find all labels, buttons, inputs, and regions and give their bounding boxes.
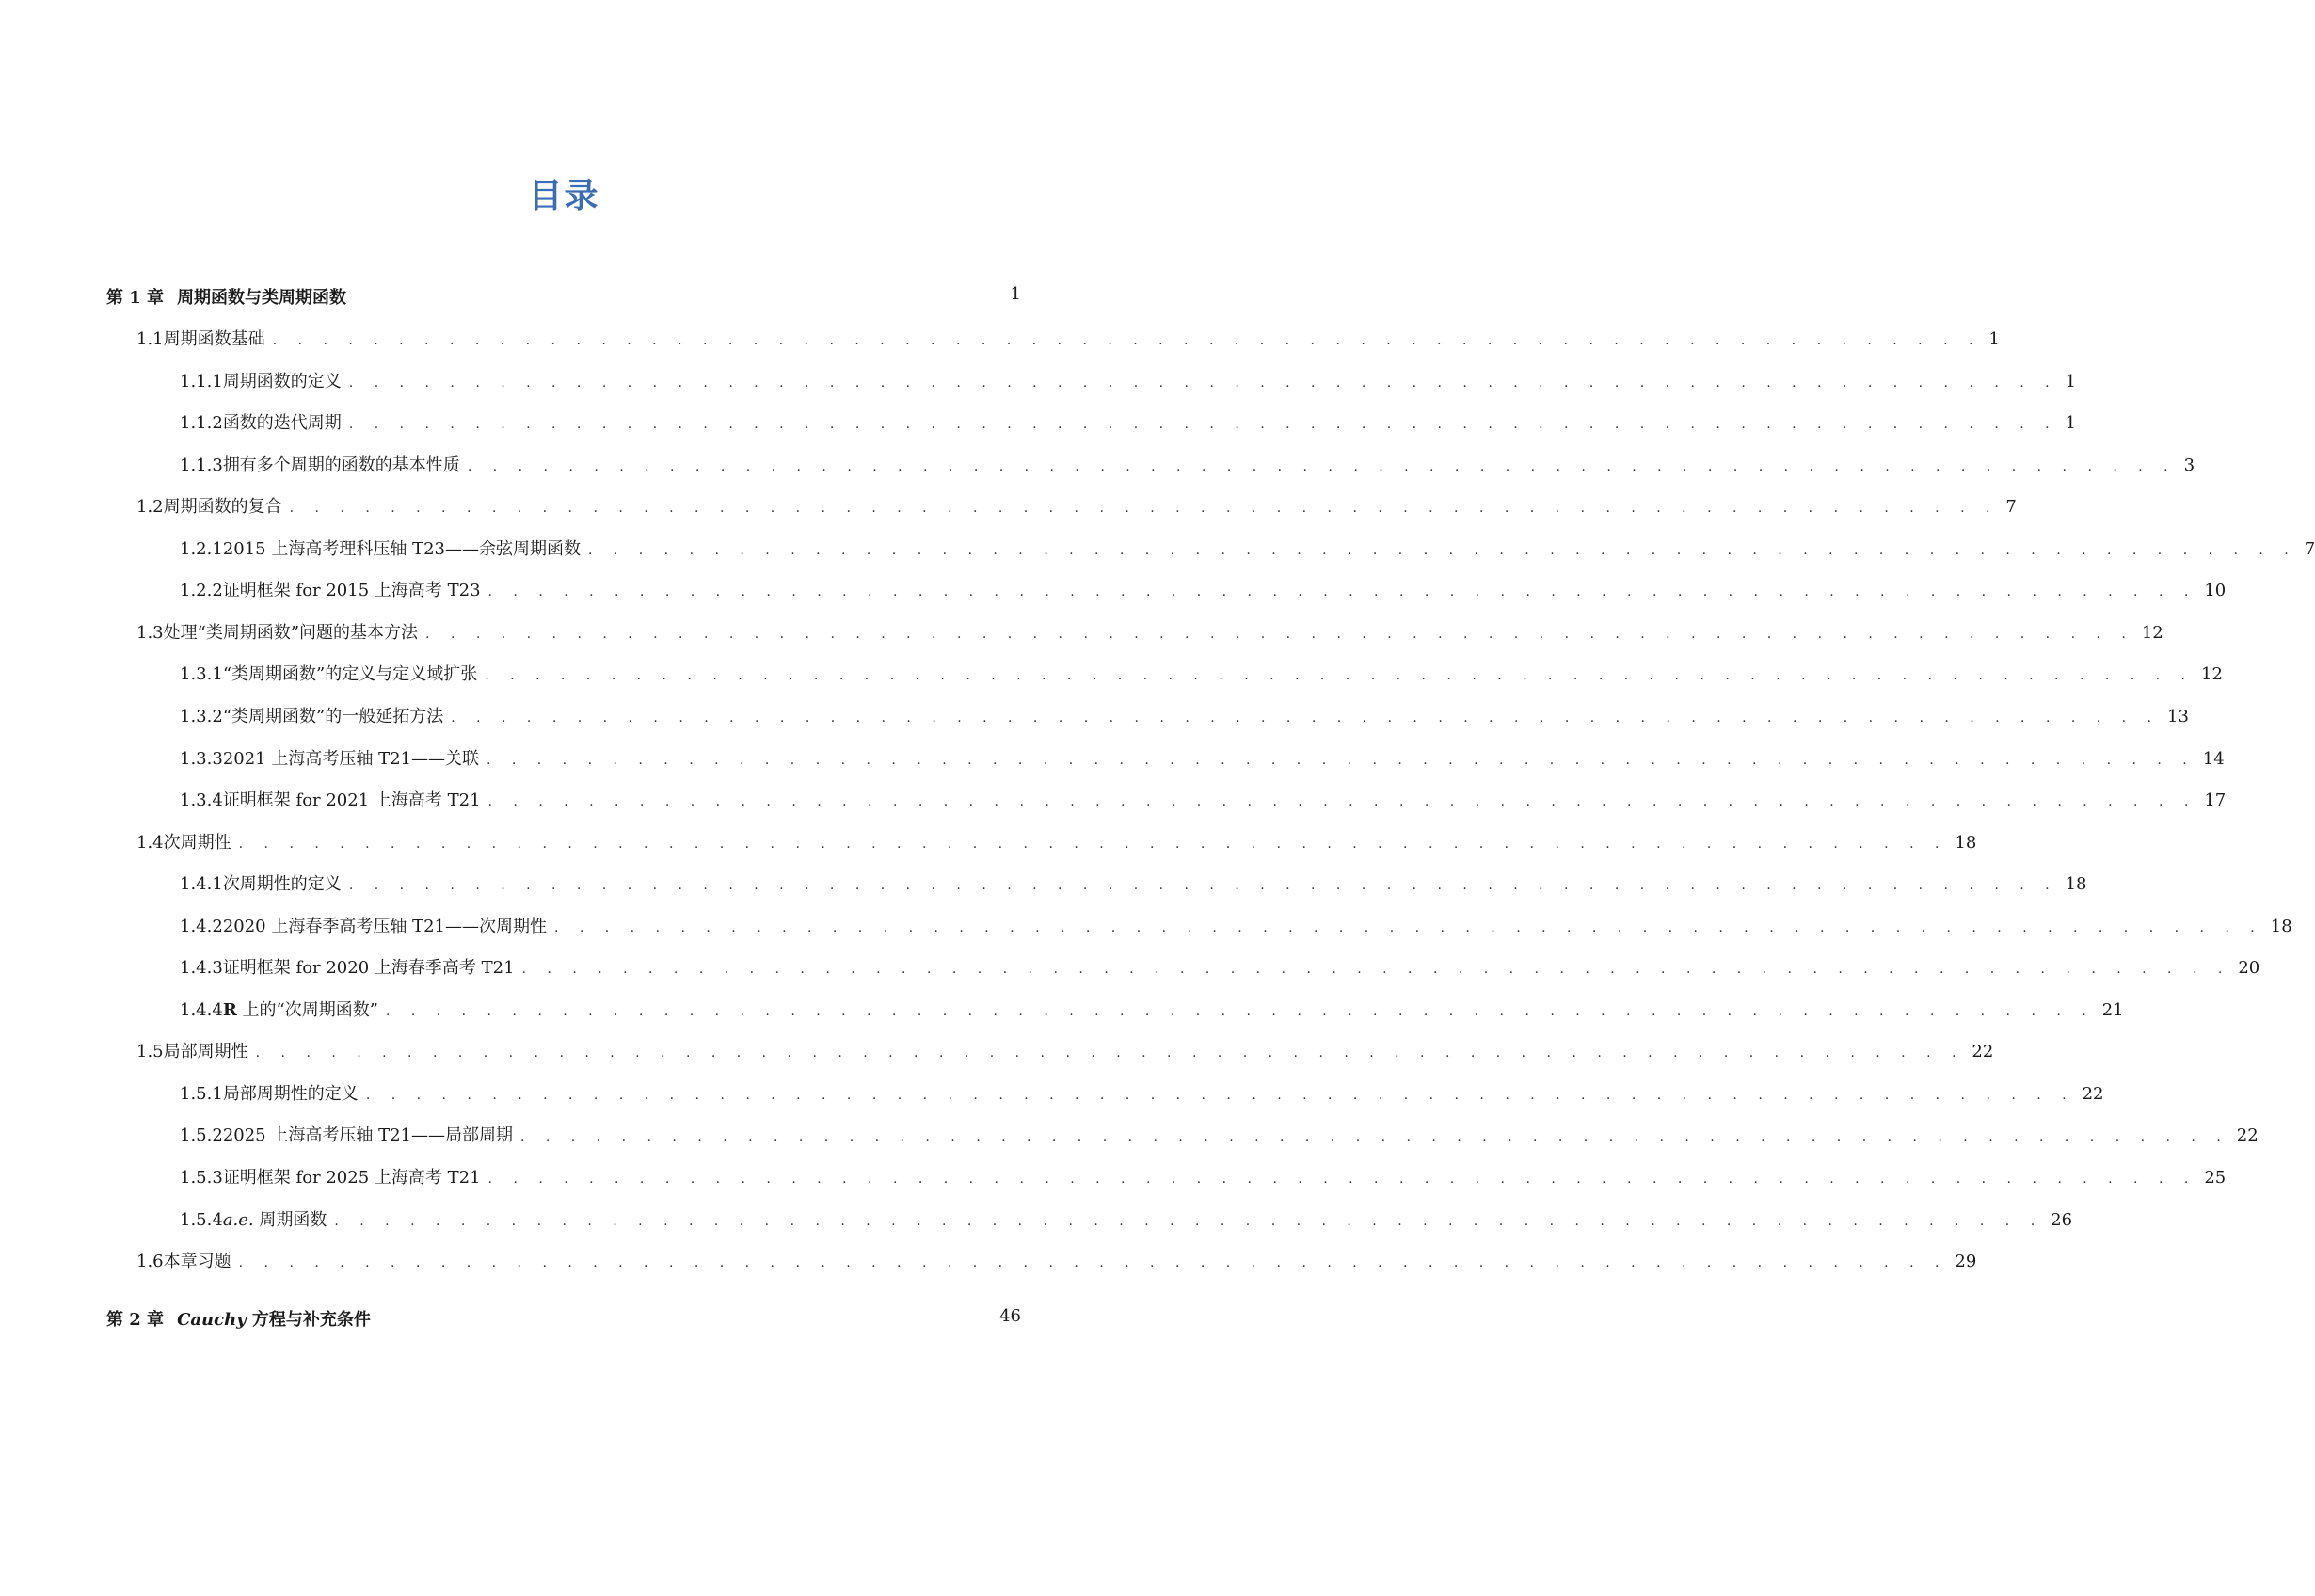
entry-page: 7 bbox=[2304, 539, 2315, 559]
entry-number: 1.5.2 bbox=[180, 1125, 223, 1145]
entry-page: 21 bbox=[2101, 1000, 2124, 1020]
entry-title-bold: R bbox=[222, 1000, 237, 1020]
dot-leader: . . . . . . . . . . . . . . . . . . . . . . . . . . . . . . . . . . . . . . . . . . . . . . . . . . . . . . . . . . . . . . . . . . . . bbox=[334, 1214, 2044, 1229]
dot-leader: . . . . . . . . . . . . . . . . . . . . . . . . . . . . . . . . . . . . . . . . . . . . . . . . . . . . . . . . . . . . . . . . . . . . bbox=[587, 543, 2297, 558]
entry-number: 1.5 bbox=[136, 1042, 164, 1061]
entry-page: 26 bbox=[2051, 1210, 2073, 1230]
chapter-title-italic: Cauchy bbox=[177, 1310, 247, 1330]
toc-subsection-entry[interactable] bbox=[180, 409, 2077, 434]
entry-number: 1.2 bbox=[136, 497, 164, 517]
entry-number: 1.1.2 bbox=[180, 413, 223, 433]
entry-page: 18 bbox=[2065, 874, 2087, 894]
entry-title-text: 2015 上海高考理科压轴 T23——余弦周期函数 bbox=[222, 539, 581, 559]
entry-title-text: 周期函数的定义 bbox=[222, 372, 342, 391]
entry-page: 18 bbox=[1955, 833, 1977, 853]
entry-page: 20 bbox=[2238, 958, 2260, 978]
entry-number: 1.4.2 bbox=[180, 917, 223, 936]
entry-title-text: 处理“类周期函数”问题的基本方法 bbox=[163, 623, 419, 643]
dot-leader: . . . . . . . . . . . . . . . . . . . . . . . . . . . . . . . . . . . . . . . . . . . . . . . . . . . . . . . . . . . . . . . . . . . . bbox=[486, 753, 2195, 768]
toc-subsection-entry[interactable] bbox=[180, 1080, 2104, 1105]
toc-subsection-entry[interactable] bbox=[180, 661, 2223, 685]
entry-title bbox=[223, 870, 342, 895]
entry-title-text: 证明框架 for 2025 上海高考 T21 bbox=[222, 1168, 481, 1188]
toc-section-entry[interactable] bbox=[136, 1248, 1977, 1272]
entry-title bbox=[223, 1164, 481, 1189]
entry-title bbox=[223, 954, 515, 979]
entry-title bbox=[223, 1122, 513, 1146]
entry-title bbox=[164, 619, 418, 644]
chapter-title bbox=[177, 1310, 371, 1330]
dot-leader: . . . . . . . . . . . . . . . . . . . . . . . . . . . . . . . . . . . . . . . . . . . . . . . . . . . . . . . . . . . . . . . . . . . . bbox=[348, 878, 2058, 893]
entry-title-text: “类周期函数”的一般延拓方法 bbox=[222, 707, 444, 726]
entry-title-text: 函数的迭代周期 bbox=[222, 413, 342, 433]
toc-subsection-entry[interactable] bbox=[180, 745, 2225, 770]
toc-subsection-entry[interactable] bbox=[180, 1122, 2259, 1146]
entry-title-text: 次周期性 bbox=[163, 833, 232, 853]
entry-title-text: 上的“次周期函数” bbox=[236, 1000, 378, 1020]
entry-page: 25 bbox=[2204, 1168, 2227, 1188]
dot-leader: . . . . . . . . . . . . . . . . . . . . . . . . . . . . . . . . . . . . . . . . . . . . . . . . . . . . . . . . . . . . . . . . . . . . bbox=[365, 1088, 2075, 1103]
entry-title-text: 2025 上海高考压轴 T21——局部周期 bbox=[222, 1125, 513, 1145]
chapter-number: 第 1 章 bbox=[106, 288, 165, 308]
dot-leader: . . . . . . . . . . . . . . . . . . . . . . . . . . . . . . . . . . . . . . . . . . . . . . . . . . . . . . . . . . . . . . . . . . . . bbox=[487, 584, 2197, 599]
toc-subsection-entry[interactable] bbox=[180, 703, 2189, 727]
dot-leader: . . . . . . . . . . . . . . . . . . . . . . . . . . . . . . . . . . . . . . . . . . . . . . . . . . . . . . . . . . . . . . . . . . . . bbox=[348, 375, 2058, 391]
dot-leader: . . . . . . . . . . . . . . . . . . . . . . . . . . . . . . . . . . . . . . . . . . . . . . . . . . . . . . . . . . . . . . . . . . . . bbox=[487, 1172, 2197, 1187]
entry-number: 1.1.1 bbox=[180, 372, 223, 391]
entry-title bbox=[164, 1038, 248, 1062]
entry-number: 1.4.3 bbox=[180, 958, 223, 978]
entry-title-italic: a.e. bbox=[222, 1210, 254, 1230]
entry-number: 1.3.2 bbox=[180, 707, 223, 726]
chapter-number: 第 2 章 bbox=[106, 1310, 165, 1330]
entry-number: 1.6 bbox=[136, 1252, 164, 1271]
entry-title bbox=[223, 913, 547, 937]
entry-title-text: “类周期函数”的定义与定义域扩张 bbox=[222, 664, 478, 684]
dot-leader: . . . . . . . . . . . . . . . . . . . . . . . . . . . . . . . . . . . . . . . . . . . . . . . . . . . . . . . . . . . . . . . . . . . . bbox=[385, 1004, 2095, 1019]
toc-subsection-entry[interactable] bbox=[180, 1206, 2073, 1231]
dot-leader: . . . . . . . . . . . . . . . . . . . . . . . . . . . . . . . . . . . . . . . . . . . . . . . . . . . . . . . . . . . . . . . . . . . . bbox=[519, 1129, 2229, 1144]
entry-title-text: 本章习题 bbox=[163, 1252, 232, 1271]
dot-leader: . . . . . . . . . . . . . . . . . . . . . . . . . . . . . . . . . . . . . . . . . . . . . . . . . . . . . . . . . . . . . . . . . . . . bbox=[255, 1045, 1965, 1061]
entry-title bbox=[223, 661, 477, 685]
entry-page: 7 bbox=[2005, 497, 2017, 517]
toc-subsection-entry[interactable] bbox=[180, 1164, 2227, 1189]
entry-title-text: 局部周期性的定义 bbox=[222, 1084, 359, 1104]
entry-number: 1.2.1 bbox=[180, 539, 223, 559]
entry-title bbox=[223, 1080, 359, 1105]
entry-title bbox=[223, 577, 481, 601]
dot-leader: . . . . . . . . . . . . . . . . . . . . . . . . . . . . . . . . . . . . . . . . . . . . . . . . . . . . . . . . . . . . . . . . . . . . bbox=[348, 417, 2058, 432]
entry-page: 1 bbox=[2065, 413, 2077, 433]
toc-section-entry[interactable] bbox=[136, 493, 2017, 518]
dot-leader: . . . . . . . . . . . . . . . . . . . . . . . . . . . . . . . . . . . . . . . . . . . . . . . . . . . . . . . . . . . . . . . . . . . . bbox=[451, 710, 2160, 726]
entry-title-text: 周期函数 bbox=[253, 1210, 327, 1230]
entry-number: 1.5.4 bbox=[180, 1210, 223, 1230]
toc-section-entry[interactable] bbox=[136, 326, 2000, 350]
entry-page: 12 bbox=[2141, 623, 2163, 643]
entry-page: 22 bbox=[1972, 1042, 1994, 1061]
toc-chapter-2[interactable] bbox=[106, 1306, 1021, 1331]
entry-title-text: 证明框架 for 2015 上海高考 T23 bbox=[222, 581, 481, 600]
entry-number: 1.2.2 bbox=[180, 581, 223, 600]
entry-number: 1.3 bbox=[136, 623, 164, 643]
entry-title bbox=[164, 493, 282, 518]
entry-page: 22 bbox=[2082, 1084, 2104, 1104]
dot-leader: . . . . . . . . . . . . . . . . . . . . . . . . . . . . . . . . . . . . . . . . . . . . . . . . . . . . . . . . . . . . . . . . . . . . bbox=[425, 627, 2134, 642]
entry-page: 17 bbox=[2204, 790, 2227, 810]
dot-leader: . . . . . . . . . . . . . . . . . . . . . . . . . . . . . . . . . . . . . . . . . . . . . . . . . . . . . . . . . . . . . . . . . . . . bbox=[272, 333, 1982, 348]
toc-subsection-entry[interactable] bbox=[180, 577, 2227, 601]
dot-leader: . . . . . . . . . . . . . . . . . . . . . . . . . . . . . . . . . . . . . . . . . . . . . . . . . . . . . . . . . . . . . . . . . . . . bbox=[238, 1255, 1948, 1270]
entry-number: 1.3.1 bbox=[180, 664, 223, 684]
entry-title bbox=[164, 1248, 232, 1272]
entry-title bbox=[223, 997, 378, 1021]
entry-number: 1.4 bbox=[136, 833, 164, 853]
toc-subsection-entry[interactable] bbox=[180, 913, 2292, 937]
entry-title bbox=[164, 326, 265, 350]
entry-page: 10 bbox=[2204, 581, 2227, 600]
dot-leader: . . . . . . . . . . . . . . . . . . . . . . . . . . . . . . . . . . . . . . . . . . . . . . . . . . . . . . . . . . . . . . . . . . . . bbox=[289, 501, 1999, 516]
entry-page: 1 bbox=[2065, 372, 2077, 391]
toc-subsection-entry[interactable] bbox=[180, 368, 2077, 392]
toc-chapter-1[interactable] bbox=[106, 284, 1021, 309]
dot-leader: . . . . . . . . . . . . . . . . . . . . . . . . . . . . . . . . . . . . . . . . . . . . . . . . . . . . . . . . . . . . . . . . . . . . bbox=[553, 920, 2263, 935]
dot-leader: . . . . . . . . . . . . . . . . . . . . . . . . . . . . . . . . . . . . . . . . . . . . . . . . . . . . . . . . . . . . . . . . . . . . bbox=[467, 459, 2177, 474]
entry-title-text: 周期函数的复合 bbox=[163, 497, 282, 517]
dot-leader: . . . . . . . . . . . . . . . . . . . . . . . . . . . . . . . . . . . . . . . . . . . . . . . . . . . . . . . . . . . . . . . . . . . . bbox=[521, 962, 2231, 977]
entry-title bbox=[223, 787, 481, 811]
dot-leader: . . . . . . . . . . . . . . . . . . . . . . . . . . . . . . . . . . . . . . . . . . . . . . . . . . . . . . . . . . . . . . . . . . . . bbox=[487, 794, 2197, 809]
entry-page: 22 bbox=[2236, 1125, 2259, 1145]
entry-number: 1.1 bbox=[136, 329, 164, 349]
dot-leader: . . . . . . . . . . . . . . . . . . . . . . . . . . . . . . . . . . . . . . . . . . . . . . . . . . . . . . . . . . . . . . . . . . . . bbox=[238, 837, 1948, 852]
toc-subsection-entry[interactable] bbox=[180, 997, 2124, 1021]
entry-title-text: 周期函数基础 bbox=[163, 329, 265, 349]
entry-number: 1.5.1 bbox=[180, 1084, 223, 1104]
entry-title bbox=[223, 1206, 327, 1231]
toc-subsection-entry[interactable] bbox=[180, 870, 2087, 895]
chapter-title-rest: 方程与补充条件 bbox=[246, 1310, 371, 1330]
entry-title-text: 证明框架 for 2021 上海高考 T21 bbox=[222, 790, 481, 810]
entry-page: 1 bbox=[1988, 329, 2000, 349]
entry-title bbox=[223, 409, 342, 434]
entry-page: 29 bbox=[1955, 1252, 1977, 1271]
entry-page: 18 bbox=[2270, 917, 2292, 936]
dot-leader: . . . . . . . . . . . . . . . . . . . . . . . . . . . . . . . . . . . . . . . . . . . . . . . . . . . . . . . . . . . . . . . . . . . . bbox=[485, 668, 2194, 683]
chapter-page: 1 bbox=[1010, 284, 1021, 304]
entry-page: 13 bbox=[2167, 707, 2189, 726]
entry-number: 1.4.1 bbox=[180, 874, 223, 894]
entry-title bbox=[223, 535, 581, 560]
toc-subsection-entry[interactable] bbox=[180, 452, 2195, 476]
page-title: 目录 bbox=[528, 176, 600, 215]
toc-subsection-entry[interactable] bbox=[180, 535, 2315, 560]
entry-page: 12 bbox=[2201, 664, 2223, 684]
toc-subsection-entry[interactable] bbox=[180, 954, 2260, 979]
chapter-page: 46 bbox=[999, 1306, 1021, 1326]
entry-page: 14 bbox=[2202, 749, 2225, 769]
entry-number: 1.5.3 bbox=[180, 1168, 223, 1188]
toc-section-entry[interactable] bbox=[136, 619, 2163, 644]
entry-title-text: 拥有多个周期的函数的基本性质 bbox=[222, 455, 460, 475]
entry-title-text: 次周期性的定义 bbox=[222, 874, 342, 894]
entry-title-text: 2021 上海高考压轴 T21——关联 bbox=[222, 749, 479, 769]
toc-section-entry[interactable] bbox=[136, 1038, 1994, 1062]
toc-section-entry[interactable] bbox=[136, 829, 1977, 854]
entry-page: 3 bbox=[2183, 455, 2195, 475]
entry-number: 1.3.4 bbox=[180, 790, 223, 810]
toc-subsection-entry[interactable] bbox=[180, 787, 2227, 811]
entry-title-text: 2020 上海春季高考压轴 T21——次周期性 bbox=[222, 917, 547, 936]
entry-title-text: 局部周期性 bbox=[163, 1042, 248, 1061]
entry-title bbox=[223, 703, 443, 727]
entry-number: 1.1.3 bbox=[180, 455, 223, 475]
entry-title bbox=[223, 368, 342, 392]
entry-title bbox=[223, 452, 460, 476]
entry-title-text: 证明框架 for 2020 上海春季高考 T21 bbox=[222, 958, 515, 978]
entry-number: 1.4.4 bbox=[180, 1000, 223, 1020]
entry-number: 1.3.3 bbox=[180, 749, 223, 769]
entry-title bbox=[164, 829, 232, 854]
entry-title bbox=[223, 745, 479, 770]
chapter-title: 周期函数与类周期函数 bbox=[177, 288, 347, 308]
